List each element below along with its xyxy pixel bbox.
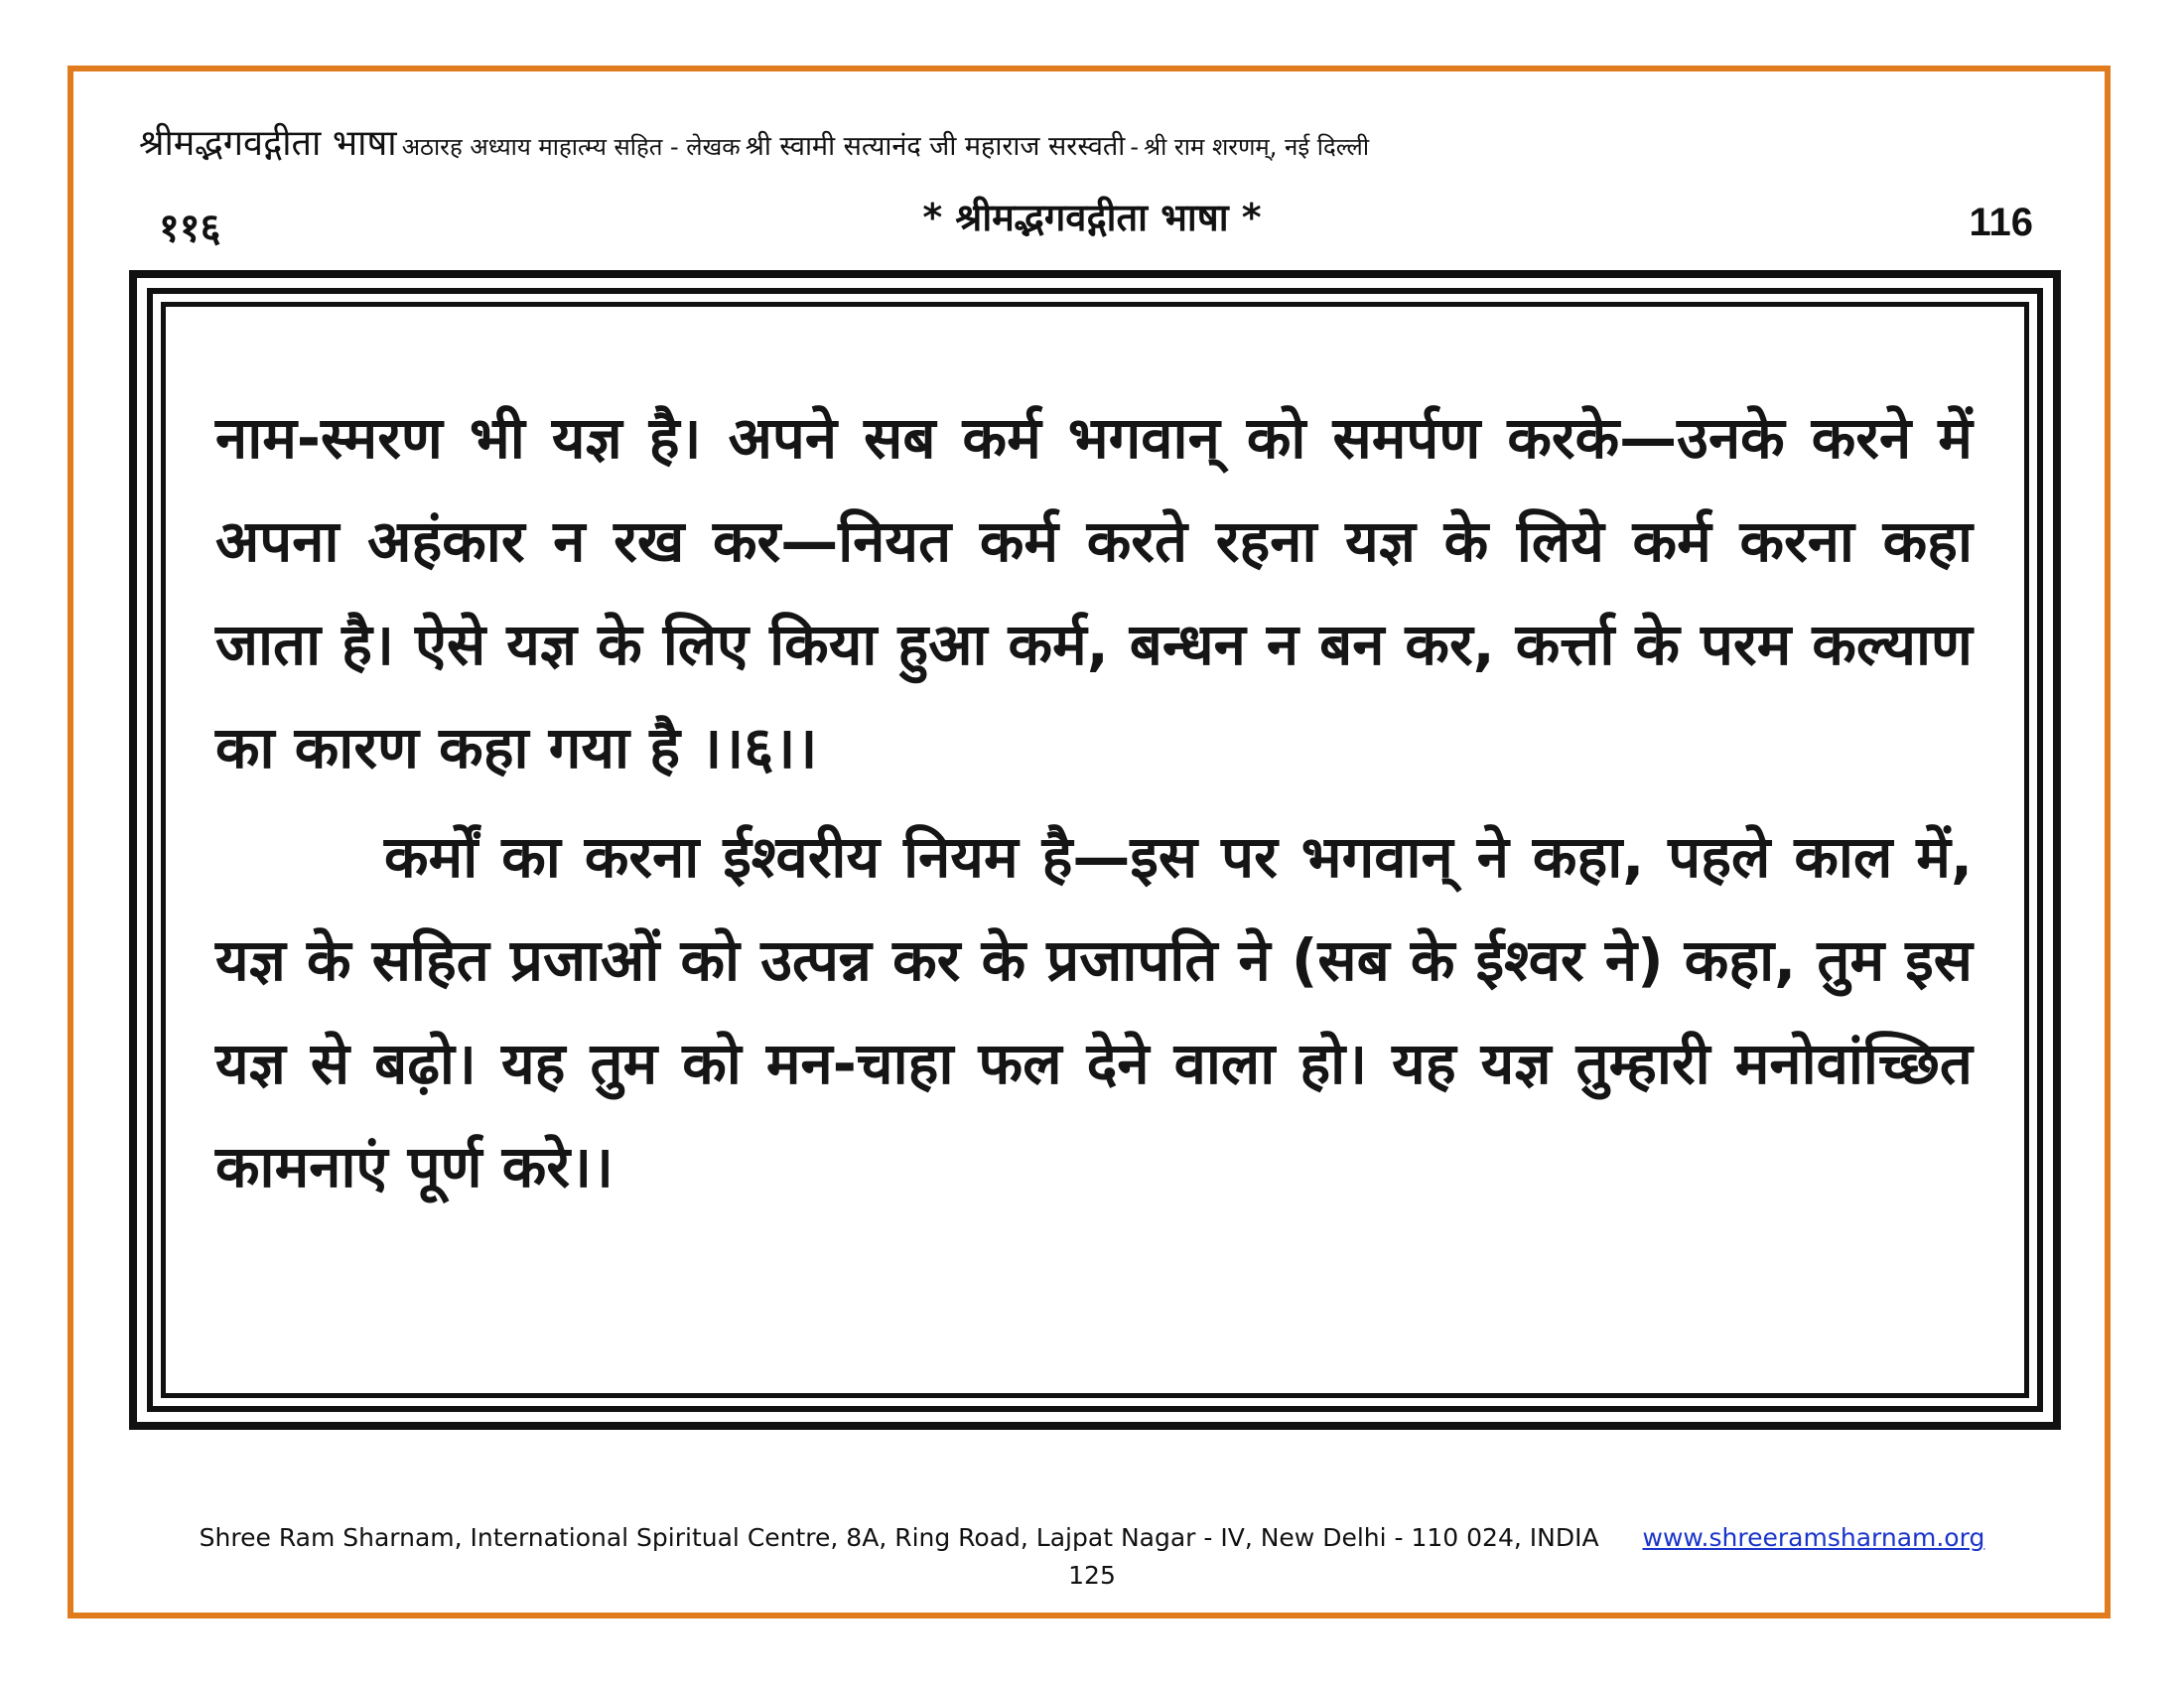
page-number-devanagari: ११६: [159, 206, 221, 251]
running-title: * श्रीमद्भगवद्गीता भाषा *: [922, 196, 1262, 239]
scripture-text-box: [129, 270, 2061, 1430]
page-number-arabic: 116: [1969, 201, 2033, 244]
text-box-border-middle: [147, 288, 2043, 1412]
scripture-body: [215, 386, 1973, 1218]
header-subtitle: अठारह अध्याय माहात्म्य सहित - लेखक: [401, 133, 741, 161]
footer-address-line: [0, 1523, 2184, 1552]
document-header: [139, 117, 2065, 166]
pdf-page-number: 125: [1068, 1561, 1116, 1590]
book-title: श्रीमद्भगवद्गीता भाषा: [139, 123, 397, 164]
website-link[interactable]: www.shreeramsharnam.org: [1642, 1523, 1985, 1552]
header-separator: -: [1130, 133, 1139, 161]
header-publisher: श्री राम शरणम्, नई दिल्ली: [1144, 133, 1370, 161]
header-author: श्री स्वामी सत्यानंद जी महाराज सरस्वती: [745, 131, 1126, 162]
footer-address: Shree Ram Sharnam, International Spiritual Centre, 8A, Ring Road, Lajpat Nagar - IV, New Delhi - 110 024, INDIA: [199, 1523, 1599, 1552]
paragraph-verse-10: कर्मों का करना ईश्वरीय नियम है—इस पर भगवान् ने कहा, पहले काल में, यज्ञ के सहित प्रजाओं को उत्पन्न कर के प्रजापति ने (सब के ईश्वर ने) कहा, तुम इस यज्ञ से बढ़ो। यह तुम को मन-चाहा फल देने वाला हो। यह यज्ञ तुम्हारी मनोवांच्छित कामनाएं पूर्ण करे।।: [215, 823, 1973, 1200]
text-box-border-inner: [161, 302, 2029, 1398]
paragraph-verse-6: नाम-स्मरण भी यज्ञ है। अपने सब कर्म भगवान् को समर्पण करके—उनके करने में अपना अहंकार न रख कर—नियत कर्म करते रहना यज्ञ के लिये कर्म करना कहा जाता है। ऐसे यज्ञ के लिए किया हुआ कर्म, बन्धन न बन कर, कर्त्ता के परम कल्याण का कारण कहा गया है ।।६।।: [215, 404, 1973, 781]
